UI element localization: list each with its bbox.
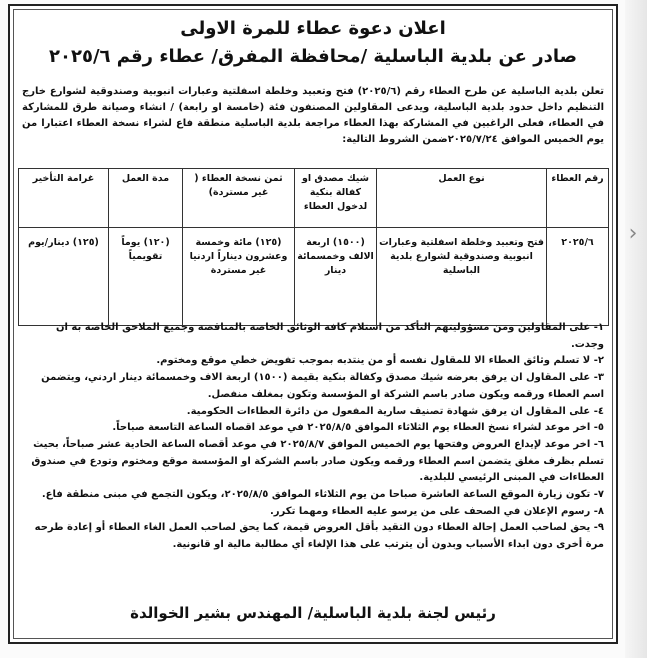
cell-copy-price: (١٢٥) مائة وخمسة وعشرون ديناراً اردنيا غير مستردة (183, 228, 295, 326)
announcement-frame (8, 4, 618, 644)
term-item: ٣- على المقاول ان يرفق بعرضه شيك مصدق وكفالة بنكية بقيمة (١٥٠٠) اربعة الاف وخمسمائة دينار اردني، ويتضمن اسم العطاء ورقمه ويكون صادر باسم الشركة او المؤسسة وتكون بمغلف منفصل. (41, 372, 604, 400)
term-item: ٥- اخر موعد لشراء نسخ العطاء يوم الثلاثاء الموافق ٢٠٢٥/٨/٥ في موعد اقصاه الساعة التاسعة صباحاً. (112, 422, 604, 434)
header-work-type: نوع العمل (377, 169, 547, 228)
term-item: ٢- لا تسلم وثائق العطاء الا للمقاول نفسه أو من ينتدبه بموجب تفويض خطي موقع ومختوم. (156, 355, 604, 367)
cell-delay-penalty: (١٢٥) دينار/يوم (19, 228, 109, 326)
table-row (19, 228, 609, 326)
cell-bank-guarantee: (١٥٠٠) اربعة الالف وخمسمائة دينار (295, 228, 377, 326)
term-item: ٧- تكون زيارة الموقع الساعة العاشرة صباحا من يوم الثلاثاء الموافق ٢٠٢٥/٨/٥، ويكون التجمع في مبنى منطقة فاع. (41, 489, 604, 501)
header-copy-price: ثمن نسخة العطاء ( غير مستردة) (183, 169, 295, 228)
tender-table-header-row (19, 169, 609, 228)
announcement-title: اعلان دعوة عطاء للمرة الاولى (180, 18, 446, 39)
term-item: ٨- رسوم الإعلان في الصحف على من يرسو عليه العطاء ومهما تكرر. (269, 505, 604, 517)
term-item: ٦- اخر موعد لإيداع العروض وفتحها يوم الخميس الموافق ٢٠٢٥/٨/٧ في موعد أقصاه الساعة الحادية عشر صباحاً، بحيث تسلم بظرف مغلق يتضمن اسم العطاء ورقمه ويكون صادر باسم الشركة او المؤسسة موقع ومختوم وتودع في صندوق العطاءات في المبنى الرئيسي للبلدية. (31, 438, 604, 484)
terms-list (22, 320, 604, 554)
header-work-duration: مدة العمل (109, 169, 183, 228)
tender-table (18, 168, 609, 326)
chevron-right-icon[interactable]: › (628, 221, 638, 246)
cell-work-type: فتح وتعبيد وخلطة اسفلتية وعبارات انبوبية وصندوقية لشوارع بلدية الباسلية (377, 228, 547, 326)
header-delay-penalty: غرامة التأخير (19, 169, 109, 228)
page-edge-shadow (625, 0, 647, 658)
term-item: ١- على المقاولين ومن مسؤوليتهم التأكد من استلام كافة الوثائق الخاصة بالمناقصة وجميع الملاحق الخاصة به ان وجدت. (55, 322, 604, 350)
announcement-subtitle: صادر عن بلدية الباسلية /محافظة المفرق/ عطاء رقم ٢٠٢٥/٦ (49, 46, 577, 67)
cell-tender-number: ٢٠٢٥/٦ (547, 228, 609, 326)
signature-line: رئيس لجنة بلدية الباسلية/ المهندس بشير الخوالدة (130, 604, 496, 622)
term-item: ٤- على المقاول ان يرفق شهادة تصنيف سارية المفعول من دائرة العطاءات الحكومية. (186, 405, 604, 417)
intro-paragraph: تعلن بلدية الباسلية عن طرح العطاء رقم (٢٠٢٥/٦) فتح وتعبيد وخلطة اسفلتية وعبارات انبوبية وصندوقية لشوارع خارج التنظيم داخل حدود بلدية الباسلية، ويدعى المقاولين المصنفون فئة (خامسة او رابعة) / انشاء وصيانة طرق للمشاركة في العطاء، فعلى الراغبين في المشاركة بهذا العطاء مراجعة بلدية الباسلية منطقة فاع لشراء نسخة العطاء اعتبارا من يوم الخميس الموافق ٢٠٢٥/٧/٢٤ضمن الشروط التالية: (22, 86, 604, 145)
term-item: ٩- يحق لصاحب العمل إحالة العطاء دون التقيد بأقل العروض قيمة، كما يحق لصاحب العمل الغاء العطاء أو إعادة طرحه مرة أخرى دون ابداء الأسباب وبدون أن يترتب على هذا الإلغاء أي مطالبة مالية او قانونية. (34, 522, 604, 551)
header-bank-guarantee: شيك مصدق او كفالة بنكية لدخول العطاء (295, 169, 377, 228)
cell-work-duration: (١٢٠) يوماً تقويمياً (109, 228, 183, 326)
header-tender-number: رقم العطاء (547, 169, 609, 228)
